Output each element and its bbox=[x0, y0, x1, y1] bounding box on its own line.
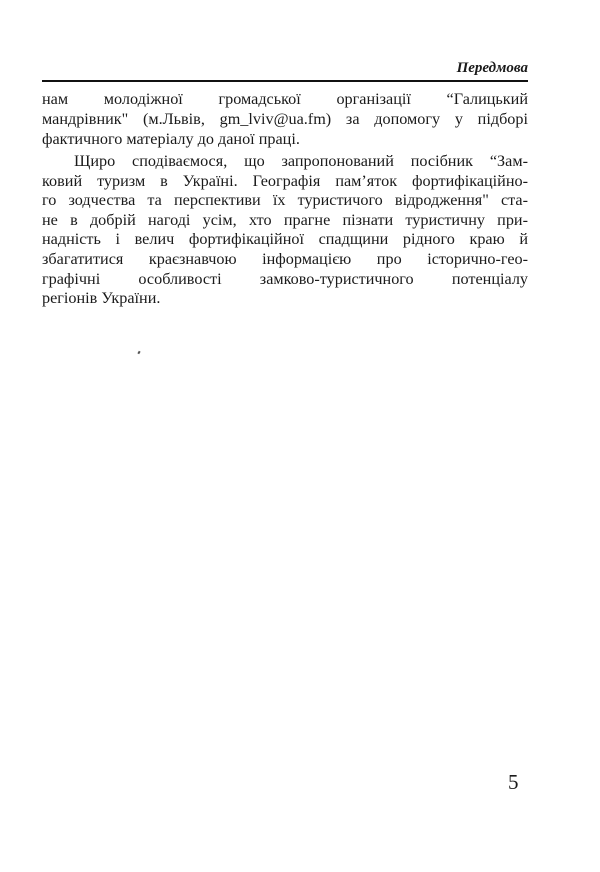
header-rule bbox=[42, 80, 528, 82]
text-line: нам молодіжної громадської організації “Галицький bbox=[42, 90, 528, 108]
running-header: Передмова bbox=[456, 60, 528, 76]
text-line: збагатитися краєзнавчою інформацією про історично-гео- bbox=[42, 249, 528, 268]
text-line: мандрівник" (м.Львів, gm_lviv@ua.fm) за допомогу у підборі bbox=[42, 110, 528, 128]
text-line: го зодчества та перспективи їх туристичого відродження" ста- bbox=[42, 191, 528, 210]
text-line: не в добрій нагоді усім, хто прагне пізнати туристичну при- bbox=[42, 210, 528, 229]
text-line: Щиро сподіваємося, що запропонований посібник “Зам- bbox=[74, 152, 528, 170]
text-line: надність і велич фортифікаційної спадщини рідного краю й bbox=[42, 230, 528, 249]
text-line: графічні особливості замково-туристичного потенціалу bbox=[42, 269, 528, 288]
page-number: 5 bbox=[508, 770, 519, 794]
paragraph-2 bbox=[42, 152, 528, 309]
paragraph-1 bbox=[42, 89, 528, 149]
text-line: фактичного матеріалу до даної праці. bbox=[42, 130, 300, 148]
page-body bbox=[42, 89, 528, 309]
text-line: ковий туризм в Україні. Географія пам’яток фортифікаційно- bbox=[42, 171, 528, 190]
scan-speck bbox=[137, 351, 140, 355]
text-line: регіонів України. bbox=[42, 289, 161, 308]
